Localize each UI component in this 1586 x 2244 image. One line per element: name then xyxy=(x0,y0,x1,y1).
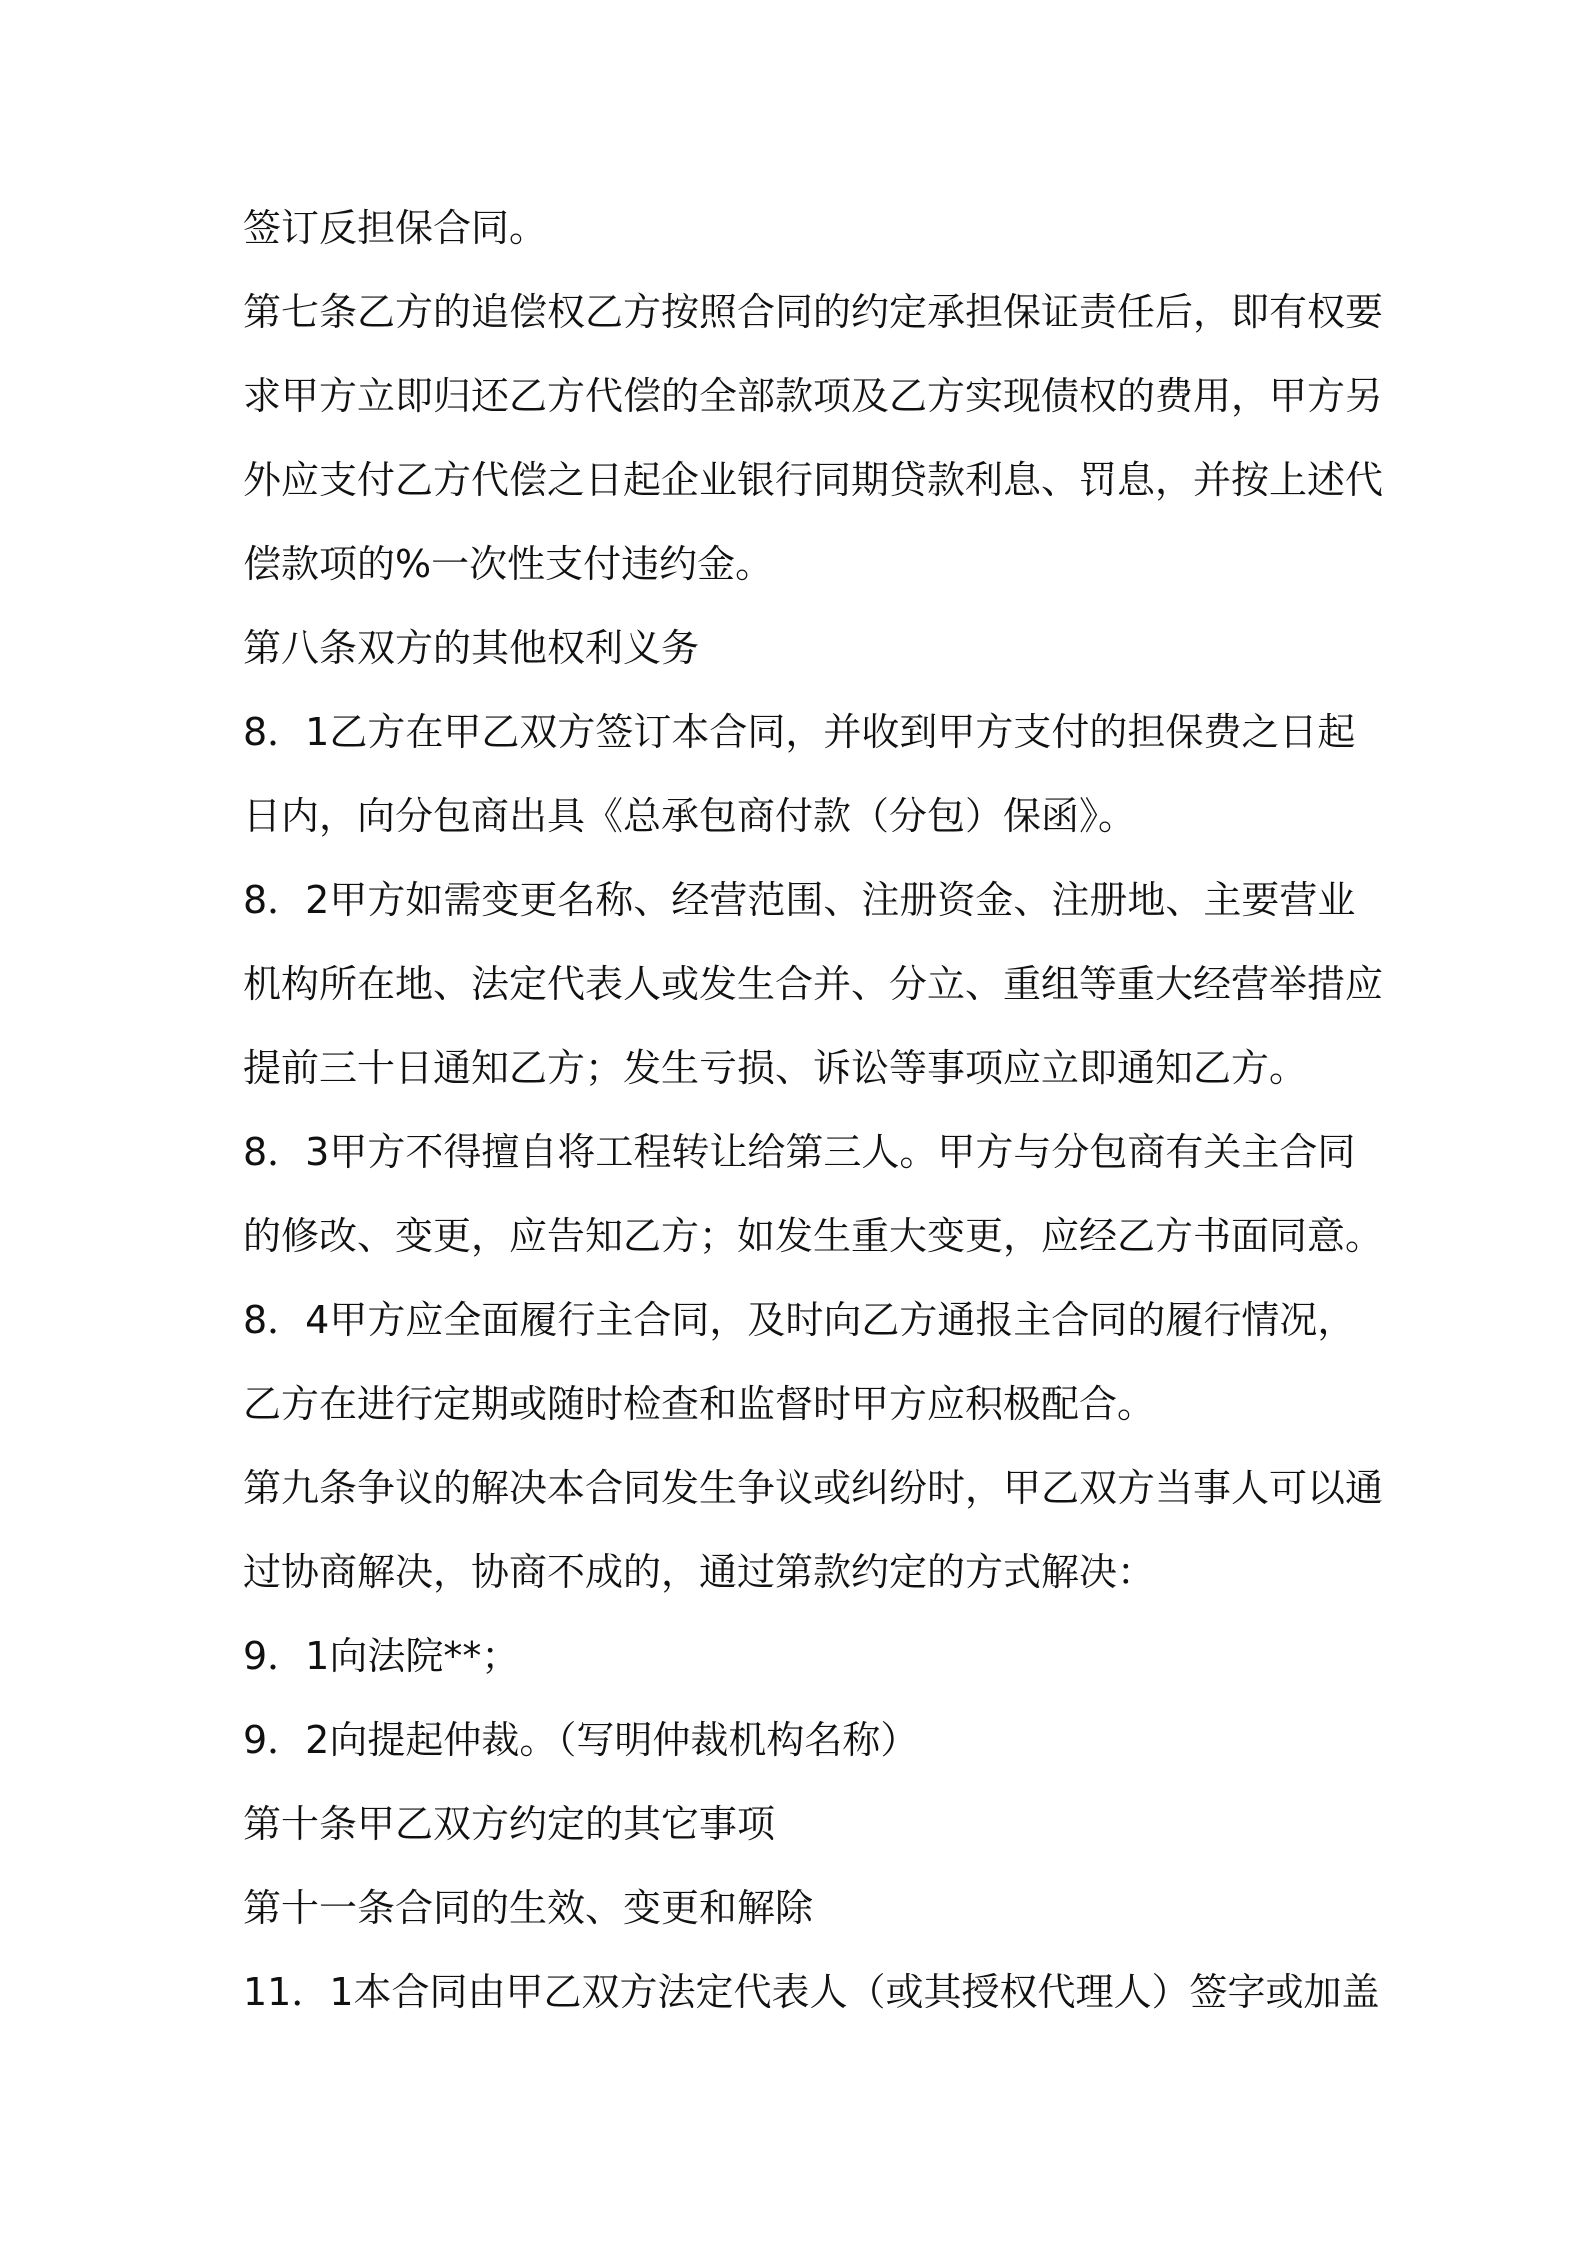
text-line-13: 的修改、变更，应告知乙方；如发生重大变更，应经乙方书面同意。 xyxy=(243,1214,1384,1258)
text-line-1: 签订反担保合同。 xyxy=(243,206,548,250)
text-line-5: 偿款项的%一次性支付违约金。 xyxy=(243,542,774,586)
text-line-19: 9．2向提起仲裁。（写明仲裁机构名称） xyxy=(243,1718,919,1762)
text-line-15: 乙方在进行定期或随时检查和监督时甲方应积极配合。 xyxy=(243,1382,1156,1426)
text-line-14: 8．4甲方应全面履行主合同，及时向乙方通报主合同的履行情况， xyxy=(243,1298,1356,1342)
text-line-21: 第十一条合同的生效、变更和解除 xyxy=(243,1886,814,1930)
text-line-8: 日内，向分包商出具《总承包商付款（分包）保函》。 xyxy=(243,794,1137,838)
text-line-2: 第七条乙方的追偿权乙方按照合同的约定承担保证责任后，即有权要 xyxy=(243,290,1384,334)
text-line-3: 求甲方立即归还乙方代偿的全部款项及乙方实现债权的费用，甲方另 xyxy=(243,374,1384,418)
text-line-6: 第八条双方的其他权利义务 xyxy=(243,626,700,670)
text-line-9: 8．2甲方如需变更名称、经营范围、注册资金、注册地、主要营业 xyxy=(243,878,1356,922)
text-line-22: 11．1本合同由甲乙双方法定代表人（或其授权代理人）签字或加盖 xyxy=(243,1970,1380,2014)
text-line-12: 8．3甲方不得擅自将工程转让给第三人。甲方与分包商有关主合同 xyxy=(243,1130,1356,1174)
text-line-16: 第九条争议的解决本合同发生争议或纠纷时，甲乙双方当事人可以通 xyxy=(243,1466,1384,1510)
text-line-4: 外应支付乙方代偿之日起企业银行同期贷款利息、罚息，并按上述代 xyxy=(243,458,1384,502)
text-line-7: 8．1乙方在甲乙双方签订本合同，并收到甲方支付的担保费之日起 xyxy=(243,710,1356,754)
text-line-20: 第十条甲乙双方约定的其它事项 xyxy=(243,1802,776,1846)
text-line-18: 9．1向法院**； xyxy=(243,1634,520,1678)
text-line-10: 机构所在地、法定代表人或发生合并、分立、重组等重大经营举措应 xyxy=(243,962,1384,1006)
text-line-11: 提前三十日通知乙方；发生亏损、诉讼等事项应立即通知乙方。 xyxy=(243,1046,1308,1090)
text-line-17: 过协商解决，协商不成的，通过第款约定的方式解决： xyxy=(243,1550,1156,1594)
